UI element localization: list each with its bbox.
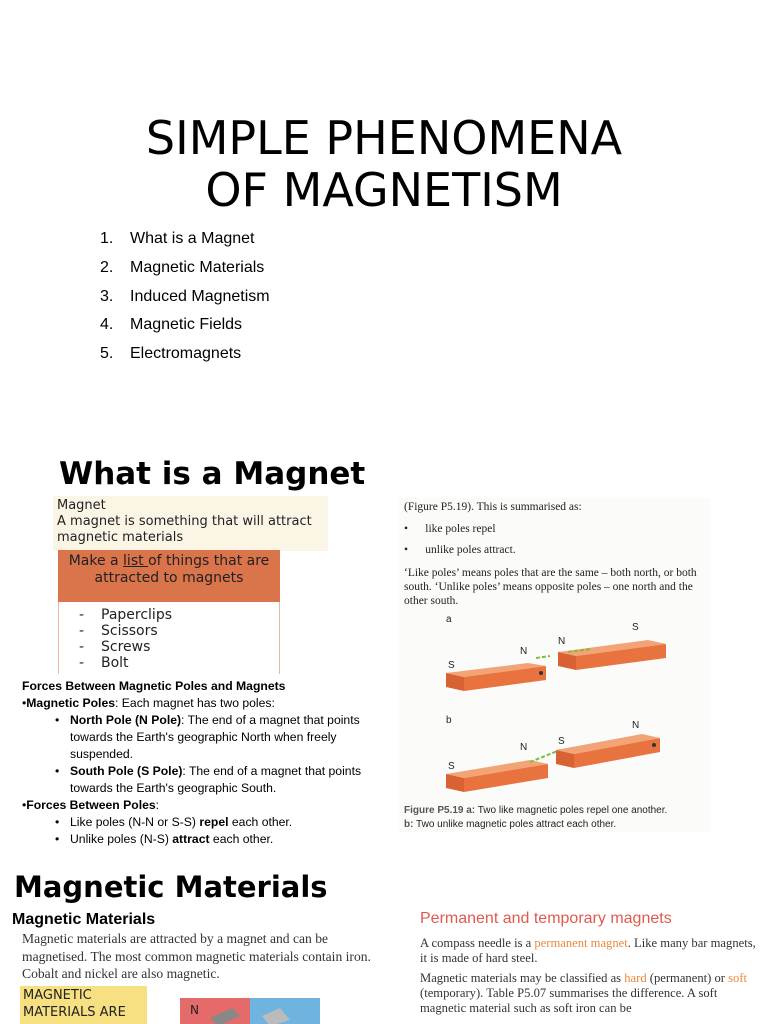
forces-text-block	[22, 678, 392, 848]
pole-label-n: N	[558, 636, 566, 647]
figure-caption: Figure P5.19 a: Two like magnetic poles repel one another. b: Two unlike magnetic poles attract each other.	[404, 805, 668, 830]
toc-item: 5. Electromagnets	[100, 345, 242, 363]
materials-text: Magnetic materials are attracted by a magnet and can be magnetised. The most common magnetic materials contain iron. Cobalt and nickel are also magnetic.	[22, 931, 371, 981]
list-item: - Screws	[79, 639, 151, 655]
figure-label-a: a	[446, 614, 452, 625]
figure-p5-19	[398, 498, 710, 832]
perm-paragraph-1: A compass needle is a permanent magnet. Like many bar magnets, it is made of hard steel.	[420, 936, 756, 965]
toc-item: 1. What is a Magnet	[100, 230, 255, 247]
pole-label-s: S	[448, 761, 455, 772]
figure-paragraph: ‘Like poles’ means poles that are the same – both north, or both south. ‘Unlike poles’ means opposite poles – one north and the other south.	[404, 567, 697, 607]
magnet-illustration	[180, 996, 320, 1024]
bar-magnet-b-right	[556, 734, 660, 768]
materials-subheading: Magnetic Materials	[12, 911, 156, 928]
list-item: - Bolt	[79, 655, 129, 671]
magnet-diagram	[398, 498, 710, 832]
between-poles-line: •Forces Between Poles:	[22, 798, 160, 812]
like-poles-bullet: • Like poles (N-N or S-S) repel each other.	[22, 814, 392, 831]
toc-item: 3. Induced Magnetism	[100, 287, 270, 305]
materials-tag: MAGNETIC MATERIALS ARE	[20, 986, 147, 1024]
permanent-temporary-section	[420, 910, 760, 1016]
magnet-definition-note	[53, 496, 328, 551]
pole-label-s: S	[632, 622, 639, 633]
pole-label-n: N	[632, 720, 640, 731]
toc-item: 4. Magnetic Fields	[100, 316, 243, 334]
list-item: - Scissors	[79, 623, 158, 639]
pole-label-s: S	[448, 660, 455, 671]
pole-label-n: N	[520, 742, 528, 753]
list-item: - Paperclips	[79, 607, 172, 623]
section-heading-magnet: What is a Magnet	[59, 456, 366, 492]
north-pole-bullet: • North Pole (N Pole): The end of a magnet that points towards the Earth's geographic North when freely suspended.	[22, 712, 392, 763]
poles-line: •Magnetic Poles: Each magnet has two poles:	[22, 696, 275, 710]
figure-bullet: • like poles repel	[404, 523, 496, 535]
table-of-contents	[100, 230, 270, 374]
figure-top-text: (Figure P5.19). This is summarised as:	[404, 501, 582, 513]
note-title: Magnet	[57, 498, 106, 513]
perm-title: Permanent and temporary magnets	[420, 910, 672, 927]
south-pole-bullet: • South Pole (S Pole): The end of a magnet that points towards the Earth's geographic South.	[22, 763, 392, 797]
bar-magnet-b-left	[446, 760, 548, 792]
pole-label-n: N	[520, 646, 528, 657]
bar-magnet-a-right	[558, 640, 666, 670]
note-body: A magnet is something that will attract magnetic materials	[57, 514, 312, 545]
attracted-items-list	[58, 602, 280, 674]
page-title: SIMPLE PHENOMENA OF MAGNETISM	[145, 111, 623, 217]
bar-magnet-a-left	[446, 663, 546, 691]
magnet-pole-n: N	[190, 1003, 199, 1017]
forces-heading: Forces Between Magnetic Poles and Magnets	[22, 679, 286, 693]
prompt-box: Make a list of things that are attracted to magnets	[58, 550, 280, 602]
list-link: list	[123, 553, 149, 569]
pole-label-s: S	[558, 736, 565, 747]
unlike-poles-bullet: • Unlike poles (N-S) attract each other.	[22, 831, 392, 848]
perm-paragraph-2: Magnetic materials may be classified as hard (permanent) or soft (temporary). Table P5.07 summarises the difference. A soft magnetic material such as soft iron can be	[420, 971, 747, 1015]
figure-label-b: b	[446, 715, 452, 726]
figure-bullet: • unlike poles attract.	[404, 544, 516, 556]
toc-item: 2. Magnetic Materials	[100, 258, 265, 276]
section-heading-materials: Magnetic Materials	[14, 870, 328, 904]
